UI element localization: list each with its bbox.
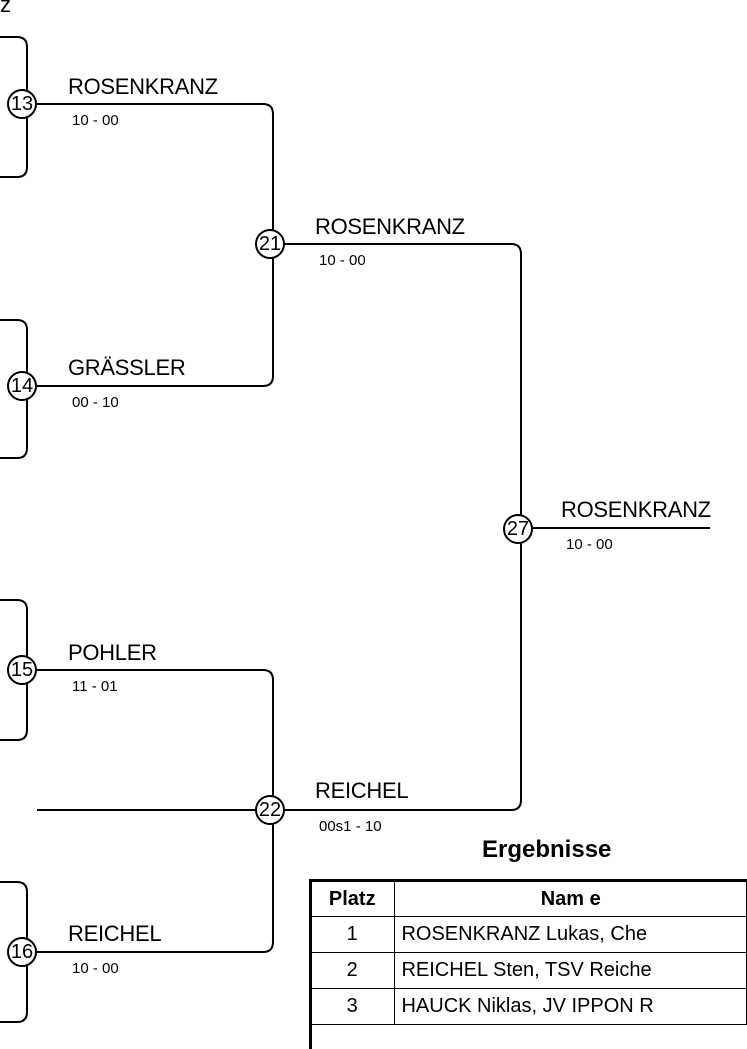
match-number: 22 [258,799,282,821]
results-table [309,879,747,1025]
place-cell: 3 [310,989,395,1025]
match-score: 10 - 00 [319,252,366,269]
match-node-13 [7,89,37,119]
winner-name: ROSENKRANZ [68,74,218,99]
table-row [310,917,747,953]
match-score: 10 - 00 [72,112,119,129]
winner-name: REICHEL [68,921,162,946]
match-score: 00 - 10 [72,394,119,411]
match-number: 27 [506,518,530,540]
match-node-15 [7,655,37,685]
match-score: 00s1 - 10 [319,818,382,835]
winner-name: GRÄSSLER [68,355,186,380]
name-cell: ROSENKRANZ Lukas, Che [395,917,747,953]
match-number: 14 [10,375,34,397]
table-row [310,989,747,1025]
match-node-21 [255,229,285,259]
match-node-27 [503,514,533,544]
winner-name: ROSENKRANZ [315,214,465,239]
match-number: 15 [10,659,34,681]
place-cell: 2 [310,953,395,989]
match-node-14 [7,371,37,401]
table-left-border [309,879,312,1049]
winner-name: POHLER [68,640,157,665]
winner-name: ROSENKRANZ [561,497,711,522]
name-cell: REICHEL Sten, TSV Reiche [395,953,747,989]
corner-letter: z [0,0,11,17]
name-cell: HAUCK Niklas, JV IPPON R [395,989,747,1025]
column-header-name: Nam e [395,881,747,917]
results-header-row [310,881,747,917]
match-number: 13 [10,93,34,115]
table-row [310,953,747,989]
match-node-16 [7,937,37,967]
match-score: 10 - 00 [566,536,613,553]
match-number: 16 [10,941,34,963]
match-number: 21 [258,233,282,255]
place-cell: 1 [310,917,395,953]
results-title: Ergebnisse [482,836,612,863]
match-score: 10 - 00 [72,960,119,977]
match-score: 11 - 01 [72,678,118,695]
match-node-22 [255,795,285,825]
winner-name: REICHEL [315,778,409,803]
column-header-place: Platz [310,881,395,917]
